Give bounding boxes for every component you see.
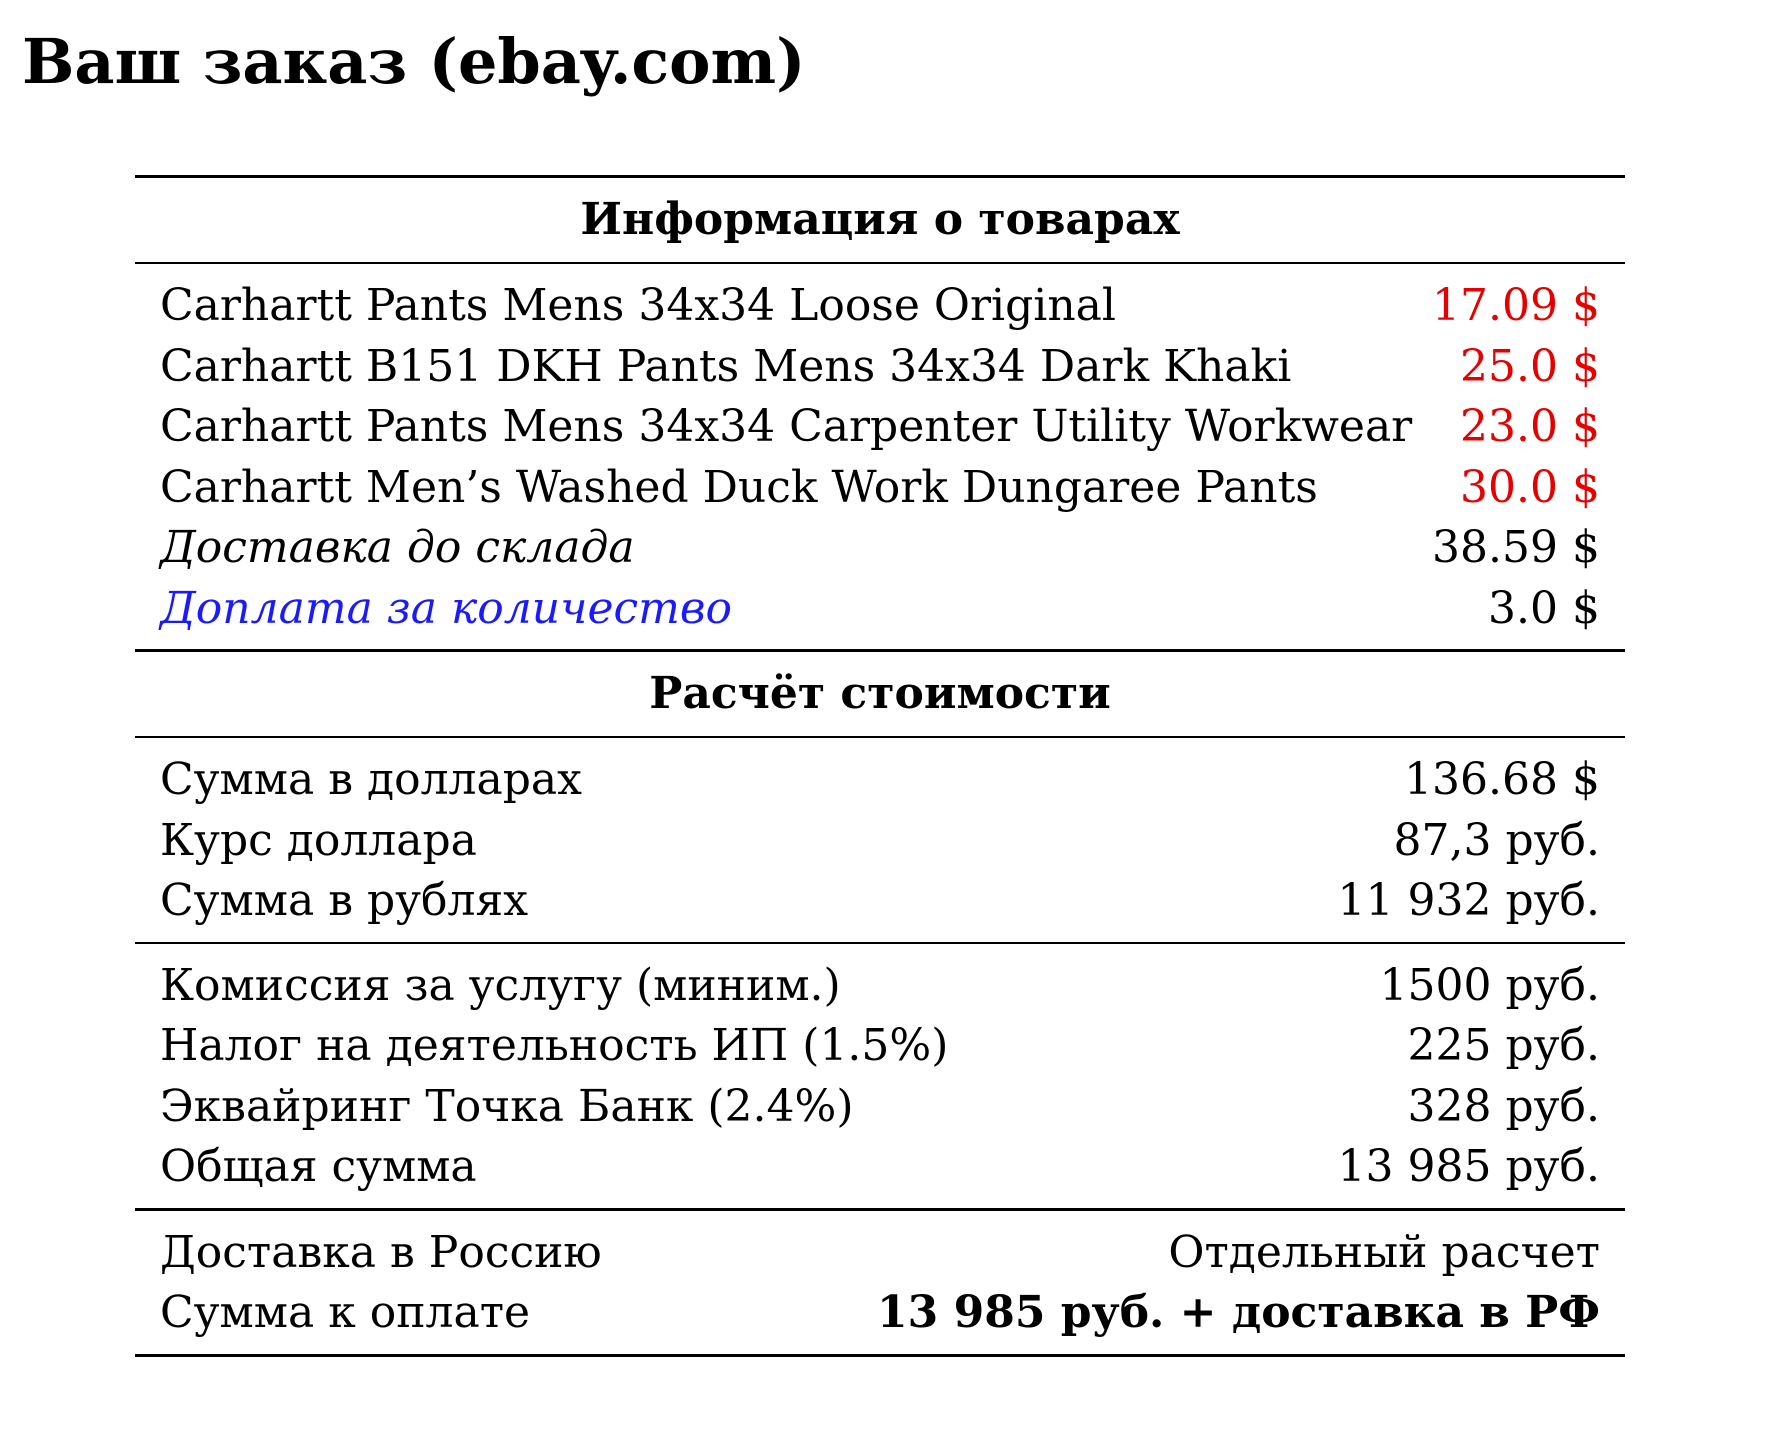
amount-due-value: 13 985 руб. + доставка в РФ: [877, 1287, 1600, 1338]
product-price: 25.0 $: [1460, 340, 1600, 392]
conversion-label: Сумма в рублях: [160, 875, 529, 926]
product-row: [135, 276, 1625, 337]
conversion-value: 87,3 руб.: [1393, 814, 1600, 866]
product-row: [135, 458, 1625, 519]
calculation-heading: Расчёт стоимости: [649, 668, 1111, 719]
conversion-row: [135, 811, 1625, 872]
product-name: Carhartt Men’s Washed Duck Work Dungaree Pants: [160, 461, 1318, 513]
product-row: [135, 397, 1625, 458]
fees-list: [135, 944, 1625, 1208]
table-bottom-rule: [135, 1354, 1625, 1357]
final-list: [135, 1211, 1625, 1354]
delivery-russia-row: [135, 1223, 1625, 1284]
product-name: Carhartt Pants Mens 34x34 Carpenter Utility Workwear: [160, 401, 1413, 452]
fee-label: Комиссия за услугу (миним.): [160, 959, 841, 1011]
conversion-value: 136.68 $: [1404, 754, 1600, 805]
shipping-to-warehouse-label: Доставка до склада: [160, 522, 635, 573]
shipping-to-warehouse-value: 38.59 $: [1432, 522, 1600, 573]
product-name: Carhartt Pants Mens 34x34 Loose Original: [160, 280, 1116, 331]
product-row: [135, 337, 1625, 398]
conversion-row: [135, 871, 1625, 932]
product-name: Carhartt B151 DKH Pants Mens 34x34 Dark Khaki: [160, 340, 1292, 392]
order-summary-table: [135, 175, 1625, 1357]
delivery-russia-label: Доставка в Россию: [160, 1226, 602, 1278]
product-price: 17.09 $: [1432, 280, 1600, 331]
fee-label: Налог на деятельность ИП (1.5%): [160, 1020, 949, 1071]
fee-row: [135, 956, 1625, 1017]
conversion-list: [135, 738, 1625, 942]
conversion-row: [135, 750, 1625, 811]
fee-value: 328 руб.: [1407, 1080, 1600, 1132]
product-price: 30.0 $: [1460, 461, 1600, 513]
products-list: [135, 264, 1625, 649]
shipping-to-warehouse-row: [135, 518, 1625, 579]
product-price: 23.0 $: [1460, 401, 1600, 452]
fee-row: [135, 1016, 1625, 1077]
fee-value: 225 руб.: [1407, 1020, 1600, 1071]
fee-label: Эквайринг Точка Банк (2.4%): [160, 1080, 854, 1132]
quantity-surcharge-link[interactable]: Доплата за количество: [160, 582, 732, 634]
delivery-russia-value: Отдельный расчет: [1168, 1226, 1600, 1278]
quantity-surcharge-row: [135, 579, 1625, 640]
quantity-surcharge-value: 3.0 $: [1488, 582, 1600, 634]
products-heading: Информация о товарах: [580, 194, 1180, 245]
amount-due-row: [135, 1283, 1625, 1344]
total-label: Общая сумма: [160, 1141, 477, 1192]
fee-value: 1500 руб.: [1379, 959, 1600, 1011]
conversion-value: 11 932 руб.: [1337, 875, 1600, 926]
total-value: 13 985 руб.: [1337, 1141, 1600, 1192]
conversion-label: Сумма в долларах: [160, 754, 582, 805]
page-title: Ваш заказ (ebay.com): [22, 25, 806, 98]
conversion-label: Курс доллара: [160, 814, 477, 866]
amount-due-label: Сумма к оплате: [160, 1287, 531, 1338]
total-row: [135, 1137, 1625, 1198]
fee-row: [135, 1077, 1625, 1138]
